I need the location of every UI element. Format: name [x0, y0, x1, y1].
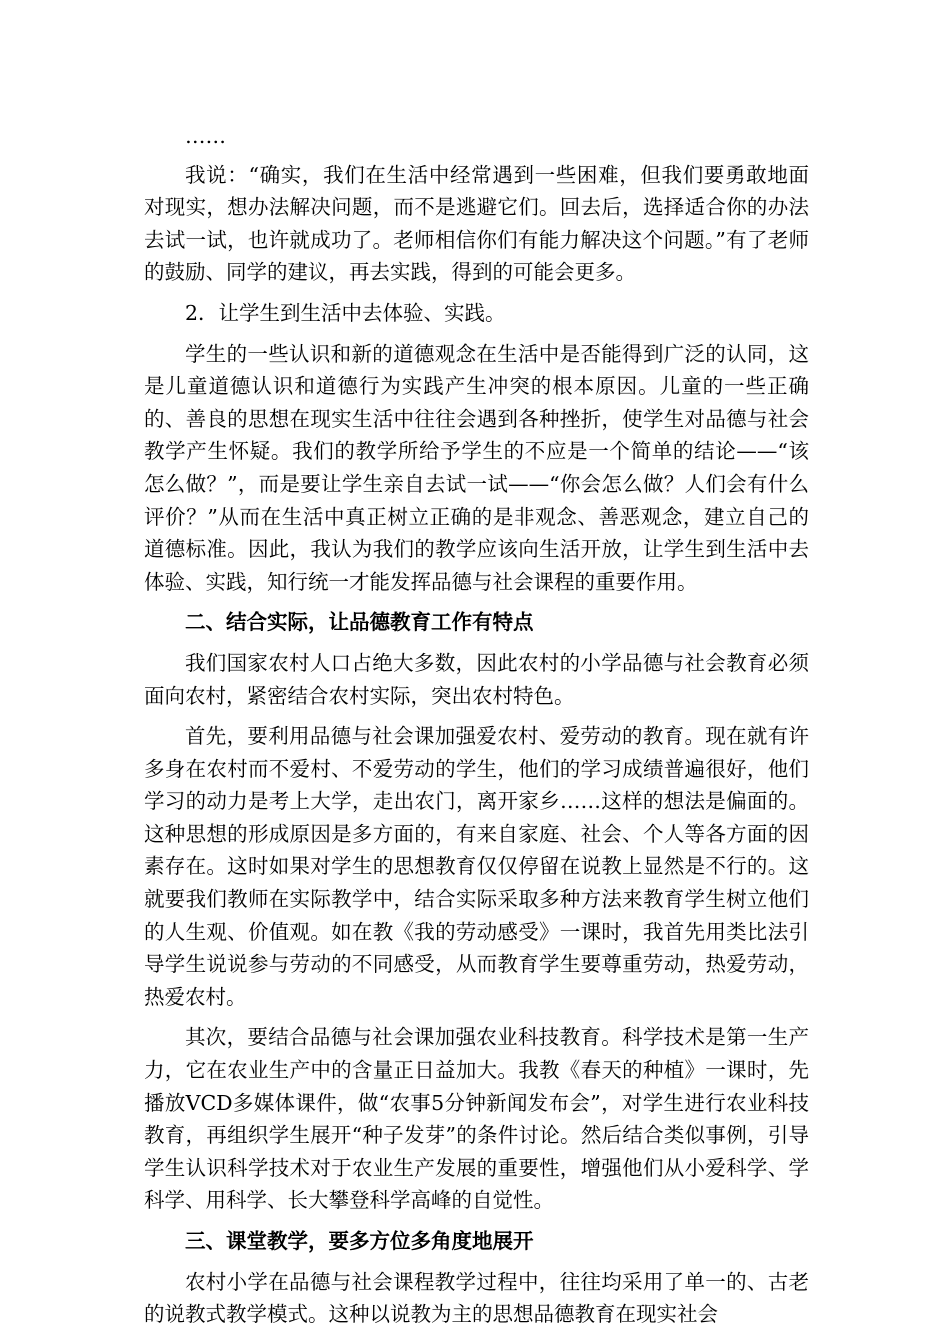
section-heading-3: 三、课堂教学，要多方位多角度地展开: [185, 1229, 534, 1253]
section-heading-2: 二、结合实际，让品德教育工作有特点: [185, 610, 534, 635]
paragraph-teaching-mode: 农村小学在品德与社会课程教学过程中，往往均采用了单一的、古老的说教式教学模式。这种以说教为主的思想品德教育在现实社会: [144, 1269, 809, 1327]
paragraph-teacher-encouragement: 我说：“确实，我们在生活中经常遇到一些困难，但我们要勇敢地面对现实，想办法解决问题，而不是逃避它们。回去后，选择适合你的办法去试一试，也许就成功了。老师相信你们有能力解决这个问题。”有了老师的鼓励、同学的建议，再去实践，得到的可能会更多。: [144, 162, 809, 285]
document-body: [144, 120, 809, 1331]
paragraph-moral-conflict: 学生的一些认识和新的道德观念在生活中是否能得到广泛的认同，这是儿童道德认识和道德行为实践产生冲突的根本原因。儿童的一些正确的、善良的思想在现实生活中往往会遇到各种挫折，使学生对品德与社会教学产生怀疑。我们的教学所给予学生的不应是一个简单的结论——“该怎么做？”，而是要让学生亲自去试一试——“你会怎么做？人们会有什么评价？”从而在生活中真正树立正确的是非观念、善恶观念，建立自己的道德标准。因此，我认为我们的教学应该向生活开放，让学生到生活中去体验、实践，知行统一才能发挥品德与社会课程的重要作用。: [144, 341, 809, 594]
paragraph-rural-population: 我们国家农村人口占绝大多数，因此农村的小学品德与社会教育必须面向农村，紧密结合农村实际，突出农村特色。: [144, 650, 809, 708]
ellipsis-line: ……: [185, 124, 226, 148]
paragraph-point-2: 2．让学生到生活中去体验、实践。: [185, 300, 506, 325]
paragraph-agri-tech: 其次，要结合品德与社会课加强农业科技教育。科学技术是第一生产力，它在农业生产中的含量正日益加大。我教《春天的种植》一课时，先播放VCD多媒体课件，做“农事5分钟新闻发布会”，对学生进行农业科技教育，再组织学生展开“种子发芽”的条件讨论。然后结合类似事例，引导学生认识科学技术对于农业生产发展的重要性，增强他们从小爱科学、学科学、用科学、长大攀登科学高峰的自觉性。: [144, 1025, 809, 1213]
paragraph-love-labor: 首先，要利用品德与社会课加强爱农村、爱劳动的教育。现在就有许多身在农村而不爱村、不爱劳动的学生，他们的学习成绩普遍很好，他们学习的动力是考上大学，走出农门，离开家乡……这样的想法是偏面的。这种思想的形成原因是多方面的，有来自家庭、社会、个人等各方面的因素存在。这时如果对学生的思想教育仅仅停留在说教上显然是不行的。这就要我们教师在实际教学中，结合实际采取多种方法来教育学生树立他们的人生观、价值观。如在教《我的劳动感受》一课时，我首先用类比法引导学生说说参与劳动的不同感受，从而教育学生要尊重劳动，热爱劳动，热爱农村。: [144, 724, 809, 1009]
